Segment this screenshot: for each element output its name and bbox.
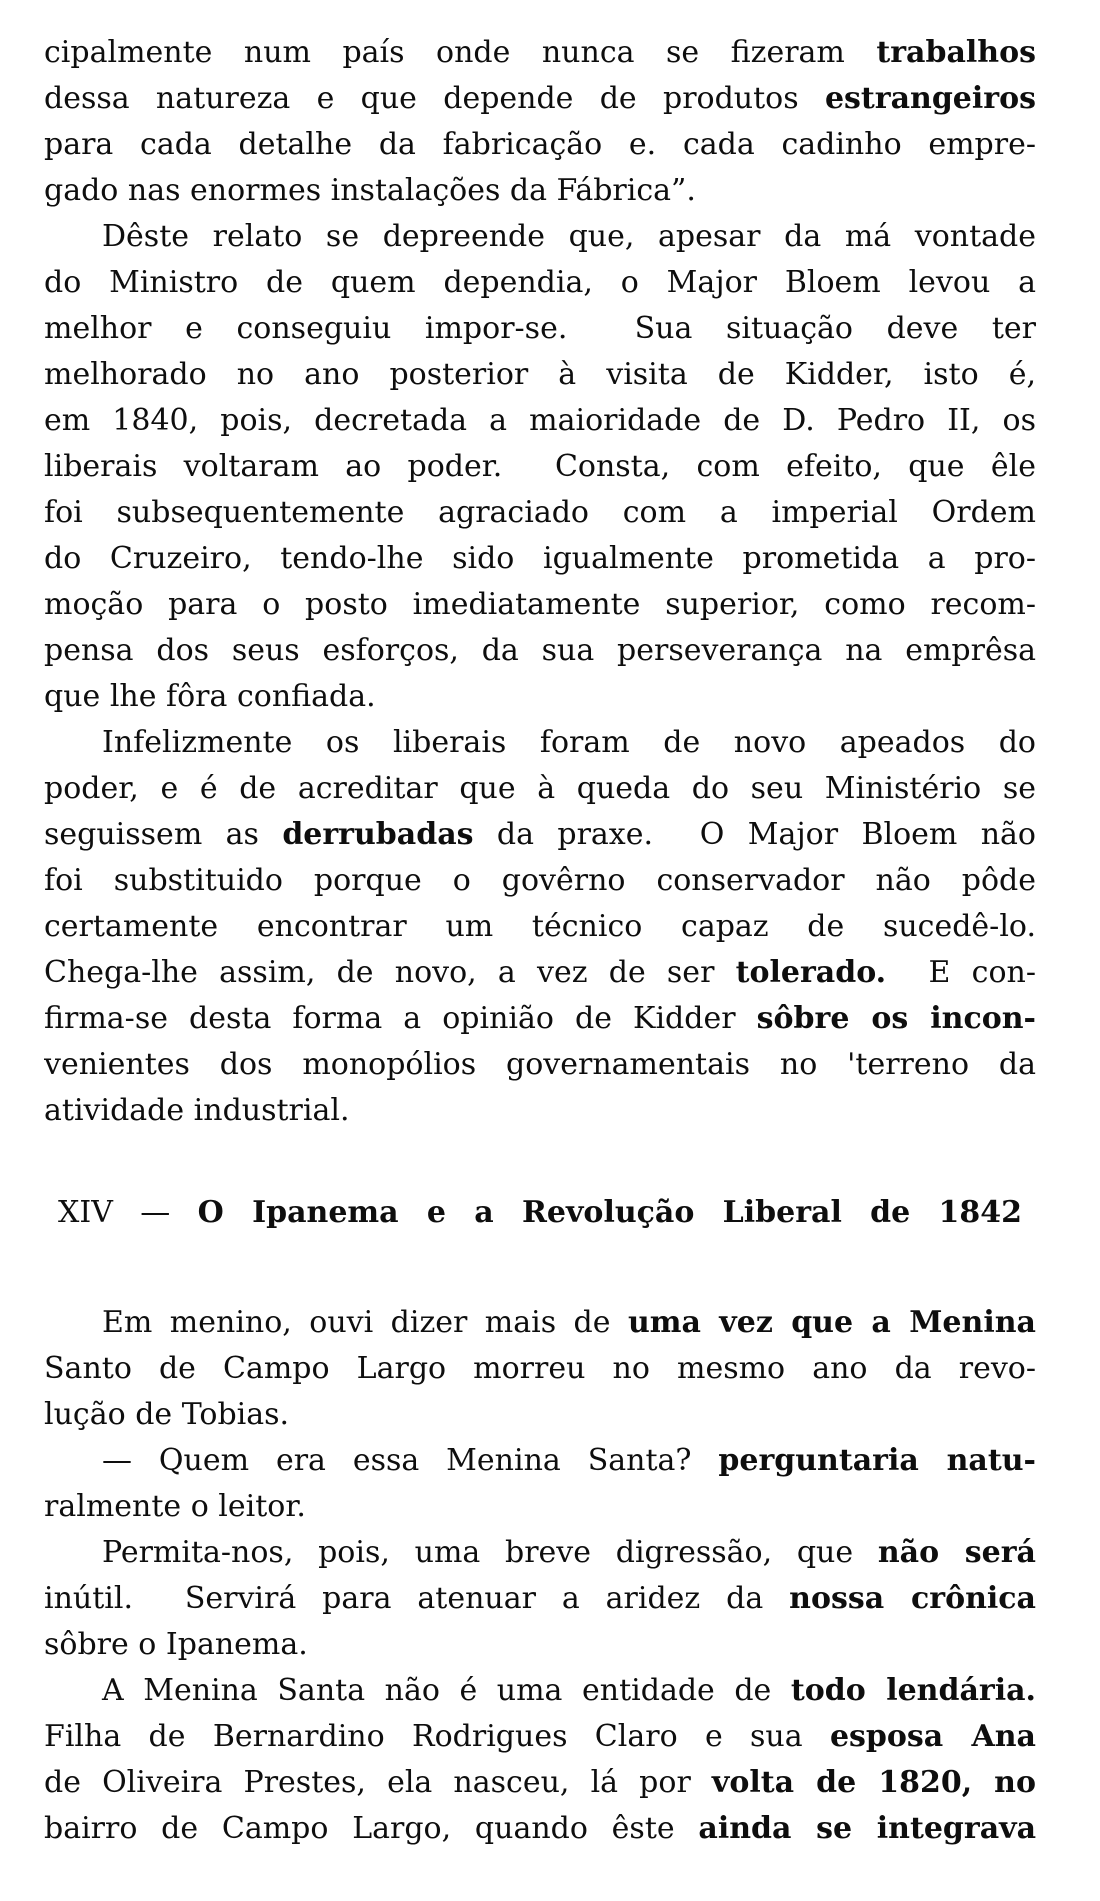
bold-text-segment: esposa Ana bbox=[829, 1719, 1036, 1754]
text-segment: Chega-lhe assim, de novo, a vez de ser bbox=[44, 955, 736, 990]
text-line bbox=[44, 1622, 1036, 1668]
text-segment: cipalmente num país onde nunca se fizeram bbox=[44, 35, 877, 70]
paragraph bbox=[44, 1438, 1036, 1530]
text-segment: do Ministro de quem dependia, o Major Bloem levou a bbox=[44, 265, 1036, 300]
text-line bbox=[44, 1760, 1036, 1806]
text-segment: certamente encontrar um técnico capaz de sucedê-lo. bbox=[44, 909, 1036, 944]
text-segment: firma-se desta forma a opinião de Kidder bbox=[44, 1001, 757, 1036]
paragraph bbox=[44, 214, 1036, 720]
bold-text-segment: derrubadas bbox=[282, 817, 474, 852]
text-line bbox=[44, 76, 1036, 122]
text-line bbox=[44, 904, 1036, 950]
paragraph bbox=[44, 720, 1036, 1134]
paragraph bbox=[44, 1668, 1036, 1852]
text-segment: moção para o posto imediatamente superior, como recom- bbox=[44, 587, 1036, 622]
text-segment: A Menina Santa não é uma entidade de bbox=[102, 1673, 791, 1708]
text-line bbox=[44, 1300, 1036, 1346]
text-line bbox=[44, 1392, 1036, 1438]
text-line bbox=[44, 306, 1036, 352]
text-line bbox=[44, 858, 1036, 904]
text-segment: para cada detalhe da fabricação e. cada cadinho empre- bbox=[44, 127, 1036, 162]
text-line bbox=[44, 1438, 1036, 1484]
text-line bbox=[44, 766, 1036, 812]
text-line bbox=[44, 674, 1036, 720]
text-line bbox=[44, 122, 1036, 168]
text-segment: foi subsequentemente agraciado com a imperial Ordem bbox=[44, 495, 1036, 530]
text-line bbox=[44, 444, 1036, 490]
text-segment: pensa dos seus esforços, da sua perseverança na emprêsa bbox=[44, 633, 1036, 668]
bold-text-segment: perguntaria natu- bbox=[718, 1443, 1036, 1478]
text-line bbox=[44, 1668, 1036, 1714]
section-heading-number: XIV — bbox=[58, 1195, 198, 1230]
text-line bbox=[44, 812, 1036, 858]
text-segment: ralmente o leitor. bbox=[44, 1489, 306, 1524]
text-segment: melhorado no ano posterior à visita de Kidder, isto é, bbox=[44, 357, 1036, 392]
text-line bbox=[44, 720, 1036, 766]
text-line bbox=[44, 260, 1036, 306]
bold-text-segment: ainda se integrava bbox=[698, 1811, 1036, 1846]
bold-text-segment: tolerado. bbox=[735, 955, 887, 990]
page-text-column bbox=[44, 30, 1036, 1852]
text-line bbox=[44, 536, 1036, 582]
text-segment: venientes dos monopólios governamentais no 'terreno da bbox=[44, 1047, 1036, 1082]
text-segment: E con- bbox=[886, 955, 1036, 990]
paragraph bbox=[44, 30, 1036, 214]
text-segment: foi substituido porque o govêrno conservador não pôde bbox=[44, 863, 1036, 898]
text-segment: sôbre o Ipanema. bbox=[44, 1627, 308, 1662]
text-line bbox=[44, 950, 1036, 996]
text-segment: em 1840, pois, decretada a maioridade de D. Pedro II, os bbox=[44, 403, 1036, 438]
text-segment: de Oliveira Prestes, ela nasceu, lá por bbox=[44, 1765, 712, 1800]
text-segment: Dêste relato se depreende que, apesar da má vontade bbox=[102, 219, 1036, 254]
text-segment: lução de Tobias. bbox=[44, 1397, 290, 1432]
text-line bbox=[44, 628, 1036, 674]
bold-text-segment: estrangeiros bbox=[824, 81, 1036, 116]
text-segment: melhor e conseguiu impor-se. Sua situação deve ter bbox=[44, 311, 1036, 346]
text-segment: Santo de Campo Largo morreu no mesmo ano da revo- bbox=[44, 1351, 1036, 1386]
text-segment: — Quem era essa Menina Santa? bbox=[102, 1443, 719, 1478]
text-line bbox=[44, 1714, 1036, 1760]
text-segment: Permita-nos, pois, uma breve digressão, que bbox=[102, 1535, 878, 1570]
paragraph bbox=[44, 1300, 1036, 1438]
bold-text-segment: não será bbox=[877, 1535, 1036, 1570]
text-segment: Infelizmente os liberais foram de novo apeados do bbox=[102, 725, 1036, 760]
text-segment: do Cruzeiro, tendo-lhe sido igualmente prometida a pro- bbox=[44, 541, 1036, 576]
text-segment: da praxe. O Major Bloem não bbox=[473, 817, 1036, 852]
bold-text-segment: trabalhos bbox=[876, 35, 1036, 70]
text-line bbox=[44, 490, 1036, 536]
text-segment: bairro de Campo Largo, quando êste bbox=[44, 1811, 699, 1846]
text-segment: Em menino, ouvi dizer mais de bbox=[102, 1305, 628, 1340]
text-line bbox=[44, 1042, 1036, 1088]
text-line bbox=[44, 582, 1036, 628]
text-line bbox=[44, 1576, 1036, 1622]
text-line bbox=[44, 168, 1036, 214]
text-line bbox=[44, 1088, 1036, 1134]
bold-text-segment: nossa crônica bbox=[789, 1581, 1036, 1616]
text-segment: atividade industrial. bbox=[44, 1093, 350, 1128]
text-line bbox=[44, 352, 1036, 398]
text-segment: que lhe fôra confiada. bbox=[44, 679, 376, 714]
text-line bbox=[44, 30, 1036, 76]
text-segment: poder, e é de acreditar que à queda do seu Ministério se bbox=[44, 771, 1036, 806]
section-heading bbox=[58, 1190, 1022, 1236]
text-line bbox=[44, 1484, 1036, 1530]
text-line bbox=[44, 1806, 1036, 1852]
bold-text-segment: sôbre os incon- bbox=[756, 1001, 1036, 1036]
text-segment: seguissem as bbox=[44, 817, 283, 852]
text-line bbox=[44, 1346, 1036, 1392]
text-line bbox=[44, 398, 1036, 444]
paragraph bbox=[44, 1530, 1036, 1668]
text-segment: liberais voltaram ao poder. Consta, com efeito, que êle bbox=[44, 449, 1036, 484]
text-segment: inútil. Servirá para atenuar a aridez da bbox=[44, 1581, 790, 1616]
text-segment: gado nas enormes instalações da Fábrica”. bbox=[44, 173, 696, 208]
section-heading-title: O Ipanema e a Revolução Liberal de 1842 bbox=[197, 1195, 1022, 1230]
bold-text-segment: uma vez que a Menina bbox=[627, 1305, 1036, 1340]
text-line bbox=[44, 996, 1036, 1042]
text-segment: Filha de Bernardino Rodrigues Claro e sua bbox=[44, 1719, 830, 1754]
text-line bbox=[44, 214, 1036, 260]
bold-text-segment: volta de 1820, no bbox=[711, 1765, 1036, 1800]
text-line bbox=[44, 1530, 1036, 1576]
text-segment: dessa natureza e que depende de produtos bbox=[44, 81, 825, 116]
bold-text-segment: todo lendária. bbox=[790, 1673, 1036, 1708]
